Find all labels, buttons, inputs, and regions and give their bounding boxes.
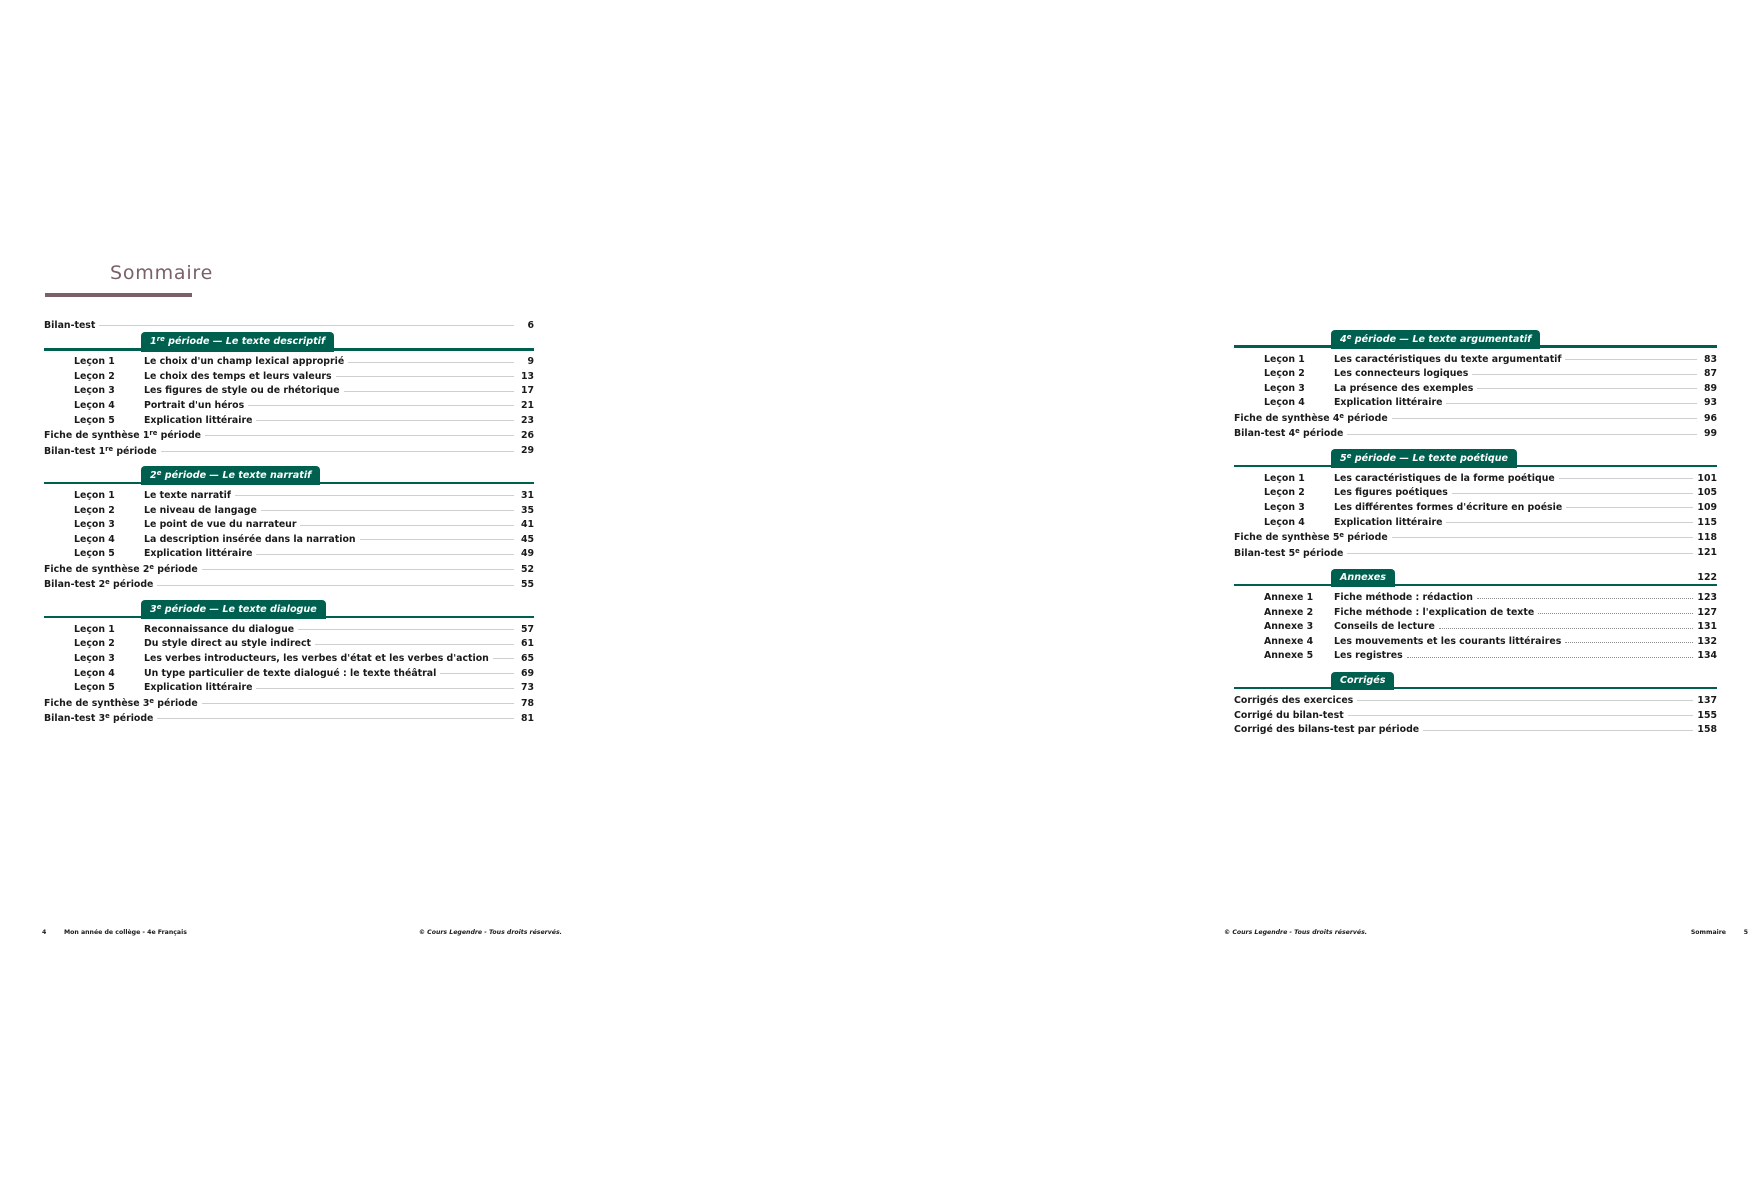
toc-row-title: Le niveau de langage: [144, 504, 257, 516]
toc-row-page: 158: [1697, 724, 1717, 736]
section-rule: [1234, 687, 1717, 690]
leader-line: [99, 325, 514, 326]
leader-line: [256, 554, 514, 555]
toc-row-page: 13: [520, 370, 534, 382]
toc-row-page: 123: [1697, 592, 1717, 604]
leader-line: [440, 673, 514, 674]
toc-row-page: 96: [1703, 412, 1717, 424]
toc-row[interactable]: [44, 503, 534, 518]
toc-row[interactable]: [44, 369, 534, 384]
leader-line: [157, 585, 514, 586]
footer-section-name: Sommaire: [1690, 928, 1726, 936]
toc-row[interactable]: [1234, 620, 1717, 635]
leader-line: [360, 539, 514, 540]
leader-line: [1565, 359, 1697, 360]
toc-row-page: 41: [520, 519, 534, 531]
toc-row-page: 9: [527, 356, 534, 368]
toc-row-page: 99: [1703, 428, 1717, 440]
toc-row-key: Annexe 1: [1264, 592, 1314, 604]
section-header: [44, 466, 534, 486]
toc-row-title: Conseils de lecture: [1334, 621, 1435, 633]
toc-row-key: Leçon 3: [74, 385, 115, 397]
toc-row-page: 81: [520, 713, 534, 725]
toc-row-key: Leçon 1: [1264, 353, 1305, 365]
toc-row-title: Portrait d'un héros: [144, 399, 245, 411]
section-badge: Corrigés: [1331, 672, 1394, 691]
leader-line: [1347, 434, 1697, 435]
toc-row-key: Bilan-test 3e période: [44, 712, 154, 725]
toc-row-key: Leçon 4: [1264, 516, 1305, 528]
toc-row-key: Bilan-test 2e période: [44, 578, 154, 591]
leader-line: [1446, 403, 1697, 404]
leader-line: [1566, 507, 1693, 508]
toc-row-key: Annexe 5: [1264, 650, 1314, 662]
leader-line: [256, 420, 514, 421]
toc-row-title: Les différentes formes d'écriture en poésie: [1334, 502, 1563, 513]
toc-section-5e-periode-le-texte-poetique: [1234, 449, 1717, 560]
toc-row-page: 73: [520, 682, 534, 694]
leader-line: [300, 525, 514, 526]
leader-line: [493, 658, 514, 659]
toc-row[interactable]: [1234, 590, 1717, 605]
toc-row-key: Leçon 5: [74, 414, 115, 426]
toc-row[interactable]: [1234, 381, 1717, 396]
toc-row-title: Les figures poétiques: [1334, 487, 1448, 499]
toc-row-key: Leçon 1: [1264, 472, 1305, 484]
toc-row-page: 6: [527, 319, 534, 331]
leader-line: [1446, 522, 1693, 523]
toc-row-key: Leçon 4: [74, 667, 115, 679]
leader-line: [1392, 537, 1694, 538]
toc-row-page: 31: [520, 490, 534, 501]
page-title-underline: [45, 293, 192, 297]
toc-row-key: Leçon 5: [74, 548, 115, 560]
toc-row-page: 45: [520, 533, 534, 545]
toc-row-title: Fiche méthode : l'explication de texte: [1334, 606, 1535, 618]
toc-section-2e-periode-le-texte-narratif: [44, 466, 534, 592]
leader-line: [344, 391, 514, 392]
leader-line: [1439, 628, 1694, 629]
leader-line: [1347, 553, 1693, 554]
toc-row-page: 78: [520, 697, 534, 709]
section-header: [44, 333, 534, 353]
toc-row[interactable]: [1234, 486, 1717, 501]
toc-row[interactable]: [1234, 693, 1717, 708]
footer-left: [42, 926, 562, 938]
toc-row-page: 127: [1697, 606, 1717, 618]
leader-line: [261, 510, 514, 511]
toc-row-key: Leçon 4: [74, 533, 115, 545]
toc-row-title: La présence des exemples: [1334, 382, 1474, 394]
toc-row[interactable]: [44, 561, 534, 576]
page-title: Sommaire: [110, 262, 214, 284]
page-right: [600, 0, 1748, 1200]
toc-row-page: 115: [1697, 516, 1717, 528]
toc-row[interactable]: [1234, 500, 1717, 515]
toc-row[interactable]: [44, 355, 534, 370]
leader-line: [1348, 715, 1694, 716]
section-badge: 1re période — Le texte descriptif: [141, 332, 334, 351]
leader-line: [256, 688, 514, 689]
toc-row[interactable]: [44, 518, 534, 533]
toc-row-page: 105: [1697, 487, 1717, 499]
section-badge: Annexes: [1331, 569, 1395, 588]
toc-row[interactable]: [44, 695, 534, 710]
toc-row-page: 65: [520, 653, 534, 664]
toc-row-page: 29: [520, 445, 534, 457]
toc-row[interactable]: [1234, 396, 1717, 411]
toc-row-title: Explication littéraire: [1334, 516, 1443, 528]
toc-row-title: Les caractéristiques de la forme poétique: [1334, 472, 1555, 484]
footer-book-title: Mon année de collège - 4e Français: [64, 928, 187, 936]
toc-row-key: Leçon 3: [74, 519, 115, 531]
section-page-number: 122: [1697, 572, 1717, 584]
toc-row-page: 61: [520, 638, 534, 650]
toc-row[interactable]: [44, 384, 534, 399]
toc-row[interactable]: [44, 488, 534, 503]
toc-row-page: 131: [1697, 621, 1717, 633]
toc-row-page: 87: [1703, 368, 1717, 380]
footer-copyright: © Cours Legendre - Tous droits réservés.: [1224, 928, 1368, 936]
toc-row-bilan-test[interactable]: [44, 318, 534, 333]
toc-row-title: La description insérée dans la narration: [144, 533, 356, 545]
leader-line: [161, 451, 514, 452]
toc-row-page: 109: [1697, 502, 1717, 513]
toc-row-key: Corrigé du bilan-test: [1234, 709, 1344, 721]
toc-row-key: Annexe 3: [1264, 621, 1314, 633]
toc-row[interactable]: [1234, 634, 1717, 649]
toc-row-key: Leçon 5: [74, 682, 115, 694]
toc-row-page: 21: [520, 399, 534, 411]
toc-row-page: 69: [520, 667, 534, 679]
toc-row-page: 134: [1697, 650, 1717, 662]
toc-row-title: Un type particulier de texte dialogué : le texte théâtral: [144, 667, 437, 679]
toc-row-page: 137: [1697, 695, 1717, 706]
toc-sections-right: [1234, 330, 1717, 737]
toc-row-title: Le point de vue du narrateur: [144, 519, 297, 531]
toc-row-title: Explication littéraire: [1334, 397, 1443, 409]
toc-row-title: Les caractéristiques du texte argumentatif: [1334, 353, 1562, 365]
leader-line: [1477, 598, 1693, 599]
toc-row-title: Fiche méthode : rédaction: [1334, 592, 1473, 604]
toc-row-key: Fiche de synthèse 4e période: [1234, 411, 1388, 424]
toc-row[interactable]: [1234, 515, 1717, 530]
toc-section-1re-periode-le-texte-descriptif: [44, 333, 534, 459]
toc-row-key: Leçon 1: [74, 623, 115, 635]
toc-row-page: 89: [1703, 382, 1717, 394]
section-header: [1234, 568, 1717, 588]
leader-line: [1565, 642, 1693, 643]
toc-row-key: Leçon 4: [1264, 397, 1305, 409]
toc-row-title: Reconnaissance du dialogue: [144, 623, 295, 635]
toc-row-page: 83: [1703, 353, 1717, 365]
toc-row-page: 132: [1697, 635, 1717, 647]
leader-line: [205, 435, 514, 436]
toc-row-key: Bilan-test 4e période: [1234, 427, 1344, 440]
leader-line: [348, 362, 514, 363]
toc-row[interactable]: [1234, 649, 1717, 664]
toc-row-key: Fiche de synthèse 5e période: [1234, 531, 1388, 544]
toc-right-column: [1234, 330, 1717, 737]
section-header: [1234, 330, 1717, 350]
toc-section-corriges: [1234, 671, 1717, 737]
toc-row[interactable]: [1234, 352, 1717, 367]
toc-row-title: Les verbes introducteurs, les verbes d'état et les verbes d'action: [144, 653, 489, 664]
toc-left-column: [44, 318, 534, 726]
toc-row-key: Leçon 3: [74, 653, 115, 664]
toc-row-title: Les mouvements et les courants littéraires: [1334, 635, 1562, 647]
toc-row-title: Les registres: [1334, 650, 1403, 662]
toc-row-key: Leçon 2: [74, 638, 115, 650]
toc-row-key: Leçon 3: [1264, 502, 1305, 513]
toc-row[interactable]: [44, 577, 534, 592]
leader-line: [157, 718, 514, 719]
footer-copyright: © Cours Legendre - Tous droits réservés.: [418, 928, 562, 936]
toc-row-page: 52: [520, 563, 534, 575]
toc-row[interactable]: [44, 443, 534, 458]
toc-row[interactable]: [1234, 530, 1717, 545]
toc-section-4e-periode-le-texte-argumentatif: [1234, 330, 1717, 441]
page-left: [0, 0, 600, 1200]
toc-row-key: Leçon 2: [74, 370, 115, 382]
toc-row-title: Explication littéraire: [144, 548, 253, 560]
toc-row-key: Annexe 4: [1264, 635, 1314, 647]
toc-row-key: Leçon 3: [1264, 382, 1305, 394]
toc-row-page: 23: [520, 414, 534, 426]
leader-line: [1452, 493, 1694, 494]
section-badge: 2e période — Le texte narratif: [141, 466, 320, 485]
leader-line: [336, 376, 514, 377]
leader-line: [202, 703, 514, 704]
toc-row[interactable]: [44, 428, 534, 443]
toc-row-key: Corrigé des bilans-test par période: [1234, 724, 1420, 736]
footer-right: [1224, 926, 1748, 938]
toc-row-page: 121: [1697, 547, 1717, 559]
toc-row-title: Le texte narratif: [144, 490, 231, 501]
toc-row[interactable]: [1234, 545, 1717, 560]
leader-line: [1357, 700, 1693, 701]
toc-row-key: Bilan-test 1re période: [44, 444, 157, 457]
leader-line: [1423, 730, 1693, 731]
leader-line: [1407, 657, 1694, 658]
page-title-block: [110, 262, 410, 297]
toc-row-label: Bilan-test: [44, 319, 96, 331]
leader-line: [1559, 478, 1694, 479]
toc-row[interactable]: [44, 637, 534, 652]
toc-row-key: Annexe 2: [1264, 606, 1314, 618]
toc-row-key: Fiche de synthèse 1re période: [44, 429, 202, 441]
footer-page-number: 4: [42, 928, 47, 936]
leader-line: [202, 569, 514, 570]
toc-row[interactable]: [44, 413, 534, 428]
leader-line: [1472, 374, 1697, 375]
toc-row-page: 55: [520, 579, 534, 591]
leader-line: [1538, 613, 1693, 614]
toc-row-key: Leçon 2: [1264, 368, 1305, 380]
toc-row[interactable]: [44, 532, 534, 547]
toc-section-annexes: [1234, 568, 1717, 663]
toc-row[interactable]: [44, 398, 534, 413]
toc-row-title: Les figures de style ou de rhétorique: [144, 385, 340, 397]
leader-line: [1392, 418, 1697, 419]
leader-line: [1477, 388, 1697, 389]
leader-line: [235, 495, 514, 496]
toc-row[interactable]: [1234, 471, 1717, 486]
section-rule: [1234, 584, 1717, 587]
leader-line: [315, 644, 514, 645]
toc-row-title: Du style direct au style indirect: [144, 638, 312, 650]
toc-row-page: 101: [1697, 472, 1717, 484]
toc-row-page: 93: [1703, 397, 1717, 409]
section-badge: 3e période — Le texte dialogue: [141, 600, 326, 619]
toc-row-title: Explication littéraire: [144, 682, 253, 694]
toc-row-key: Leçon 2: [74, 504, 115, 516]
toc-row[interactable]: [1234, 426, 1717, 441]
toc-row-key: Leçon 1: [74, 356, 115, 368]
toc-row-page: 17: [520, 385, 534, 397]
toc-row-title: Le choix des temps et leurs valeurs: [144, 370, 332, 382]
toc-row-key: Leçon 4: [74, 399, 115, 411]
footer-page-number: 5: [1743, 928, 1748, 936]
leader-line: [298, 629, 514, 630]
section-header: [44, 600, 534, 620]
toc-row[interactable]: [1234, 723, 1717, 738]
toc-row-page: 118: [1697, 532, 1717, 544]
toc-row-page: 49: [520, 548, 534, 560]
toc-row[interactable]: [1234, 410, 1717, 425]
toc-row-title: Explication littéraire: [144, 414, 253, 426]
section-badge: 4e période — Le texte argumentatif: [1331, 330, 1540, 349]
toc-sections-left: [44, 333, 534, 726]
toc-row-page: 155: [1697, 709, 1717, 721]
toc-row[interactable]: [44, 711, 534, 726]
toc-row[interactable]: [1234, 605, 1717, 620]
toc-row-key: Fiche de synthèse 3e période: [44, 696, 198, 709]
section-header: [1234, 449, 1717, 469]
toc-row-title: Les connecteurs logiques: [1334, 368, 1469, 380]
toc-row-title: Le choix d'un champ lexical approprié: [144, 356, 345, 368]
section-header: [1234, 671, 1717, 691]
toc-row[interactable]: [44, 547, 534, 562]
toc-row[interactable]: [44, 651, 534, 666]
toc-row-key: Fiche de synthèse 2e période: [44, 562, 198, 575]
toc-row-page: 35: [520, 504, 534, 516]
leader-line: [248, 405, 514, 406]
toc-row[interactable]: [1234, 708, 1717, 723]
toc-row[interactable]: [44, 681, 534, 696]
toc-row-key: Leçon 1: [74, 490, 115, 501]
section-badge: 5e période — Le texte poétique: [1331, 449, 1517, 468]
toc-row-page: 26: [520, 429, 534, 441]
toc-row-key: Leçon 2: [1264, 487, 1305, 499]
toc-row[interactable]: [44, 622, 534, 637]
toc-row-key: Bilan-test 5e période: [1234, 546, 1344, 559]
toc-row-key: Corrigés des exercices: [1234, 695, 1354, 706]
toc-row[interactable]: [1234, 367, 1717, 382]
toc-row[interactable]: [44, 666, 534, 681]
toc-section-3e-periode-le-texte-dialogue: [44, 600, 534, 726]
toc-row-page: 57: [520, 623, 534, 635]
